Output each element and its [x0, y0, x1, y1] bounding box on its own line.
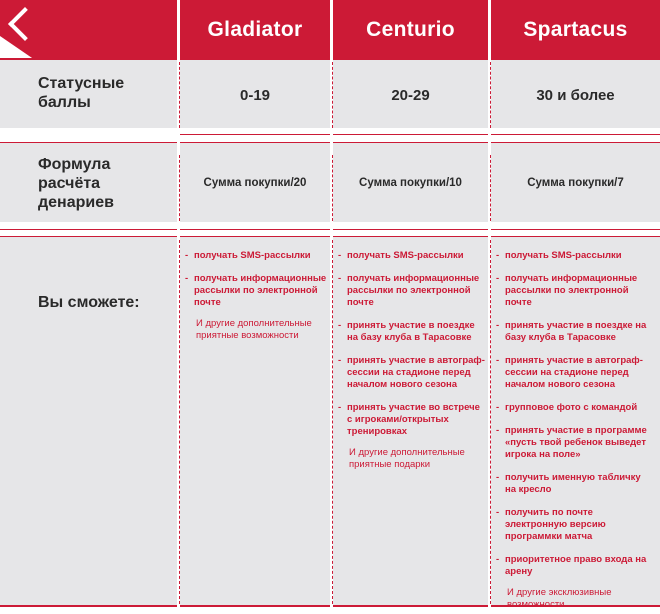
list-item: - принять участие в автограф-сессии на стадионе перед началом нового сезона: [495, 355, 653, 391]
list-extra-note: И другие дополнительные приятные подарки: [349, 447, 465, 470]
list-item: - получать информационные рассылки по электронной почте: [337, 273, 486, 309]
header-spartacus: Spartacus: [491, 0, 660, 60]
status-centurio: 20-29: [391, 86, 430, 104]
formula-gladiator: Сумма покупки/20: [203, 177, 307, 189]
separator-line: [180, 134, 660, 135]
list-extra-note: И другие эксклюзивные возможности: [507, 587, 612, 610]
list-item: - получить по почте электронную версию программки матча: [495, 507, 653, 543]
benefits-label: Вы сможете:: [38, 294, 140, 311]
list-item: - групповое фото с командой: [495, 402, 653, 414]
benefits-centurio-list: [337, 250, 486, 471]
list-item: - получать SMS-рассылки: [495, 250, 653, 262]
chevron-left-icon: [8, 7, 42, 41]
list-item: - приоритетное право входа на арену: [495, 554, 653, 578]
list-item: - получать SMS-рассылки: [184, 250, 328, 262]
list-item: - принять участие в автограф-сессии на стадионе перед началом нового сезона: [337, 355, 486, 391]
benefits-spartacus-list: [495, 250, 653, 611]
list-item: - получать SMS-рассылки: [337, 250, 486, 262]
header-centurio: Centurio: [333, 0, 488, 60]
header-chevron: [0, 0, 190, 60]
list-item: - принять участие в поездке на базу клуба в Тарасовке: [337, 320, 486, 344]
status-points-label: Статусные баллы: [38, 75, 125, 111]
column-dash: [179, 240, 180, 604]
benefits-gladiator-list: [184, 250, 328, 342]
list-item: - получать информационные рассылки по электронной почте: [184, 273, 328, 309]
header-gladiator: Gladiator: [180, 0, 330, 60]
formula-label: Формула расчёта денариев: [38, 156, 114, 211]
list-extra-note: И другие дополнительные приятные возможности: [196, 318, 312, 341]
list-item: - принять участие в программе «пусть твой ребенок выведет игрока на поле»: [495, 425, 653, 461]
list-item: - получить именную табличку на кресло: [495, 472, 653, 496]
column-dash: [490, 240, 491, 604]
status-gladiator: 0-19: [239, 86, 271, 104]
list-item: - принять участие в поездке на базу клуба в Тарасовке: [495, 320, 653, 344]
status-spartacus: 30 и более: [536, 86, 615, 104]
list-item: - принять участие во встрече с игроками/открытых тренировках: [337, 402, 486, 438]
formula-spartacus: Сумма покупки/7: [527, 177, 624, 189]
list-item: - получать информационные рассылки по электронной почте: [495, 273, 653, 309]
formula-centurio: Сумма покупки/10: [359, 177, 462, 189]
column-dash: [332, 240, 333, 604]
